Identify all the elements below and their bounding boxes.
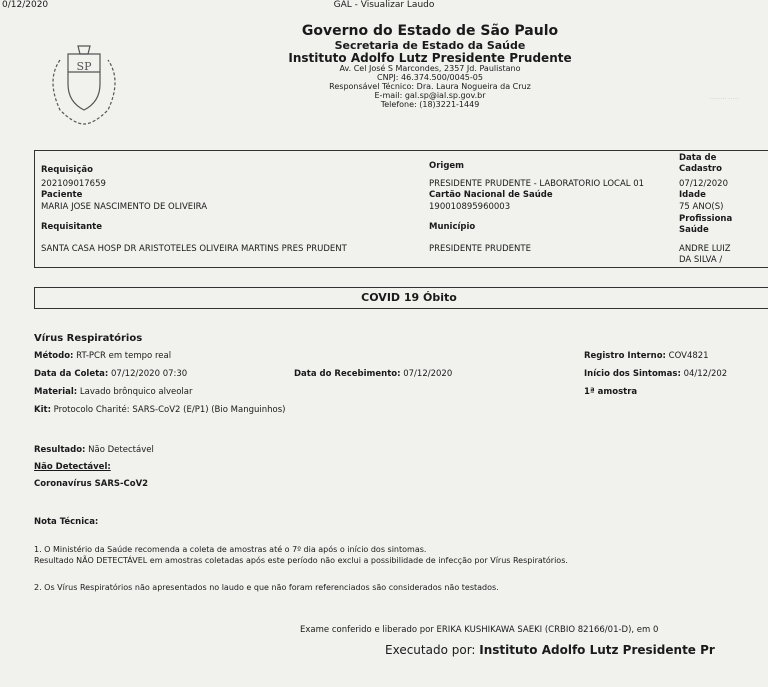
institution-header bbox=[230, 24, 630, 110]
resultado-value: Não Detectável bbox=[88, 445, 154, 455]
resultado-row bbox=[34, 445, 154, 455]
registro-row bbox=[584, 351, 709, 361]
profissional-value-1: ANDRE LUIZ bbox=[679, 244, 731, 254]
kit-row bbox=[34, 405, 285, 415]
metodo-row bbox=[34, 351, 171, 361]
material-label: Material: bbox=[34, 387, 78, 397]
sintomas-label: Início dos Sintomas: bbox=[584, 369, 681, 379]
virus-name: Coronavírus SARS-CoV2 bbox=[34, 479, 149, 489]
print-title: GAL - Visualizar Laudo bbox=[333, 0, 435, 10]
resultado-label: Resultado: bbox=[34, 445, 86, 455]
conferido-line: Exame conferido e liberado por ERIKA KUSHIKAWA SAEKI (CRBIO 82166/01-D), em 0 bbox=[300, 625, 659, 635]
patient-info-box bbox=[34, 150, 768, 268]
municipio-label: Município bbox=[429, 222, 476, 232]
sp-coat-of-arms-seal bbox=[38, 40, 130, 128]
metodo-value: RT-PCR em tempo real bbox=[76, 351, 172, 361]
cns-label: Cartão Nacional de Saúde bbox=[429, 190, 553, 200]
profissional-label-1: Profissiona bbox=[679, 214, 733, 224]
idade-value: 75 ANO(S) bbox=[679, 202, 724, 212]
material-row bbox=[34, 387, 192, 397]
profissional-label-2: Saúde bbox=[679, 225, 709, 235]
cadastro-value: 07/12/2020 bbox=[679, 179, 728, 189]
requisitante-label: Requisitante bbox=[41, 222, 103, 232]
origem-value: PRESIDENTE PRUDENTE - LABORATORIO LOCAL 01 bbox=[429, 179, 645, 189]
nota-1a: 1. O Ministério da Saúde recomenda a coleta de amostras até o 7º dia após o início dos sintomas. bbox=[34, 545, 427, 554]
cns-value: 190010895960003 bbox=[429, 202, 511, 212]
cnpj: CNPJ: 46.374.500/0045-05 bbox=[377, 73, 483, 83]
paciente-label: Paciente bbox=[41, 190, 83, 200]
exam-section-title: COVID 19 Óbito bbox=[34, 287, 768, 309]
address: Av. Cel José S Marcondes, 2357 Jd. Paulistano bbox=[339, 64, 521, 74]
material-value: Lavado brônquico alveolar bbox=[79, 387, 193, 397]
coleta-row bbox=[34, 369, 187, 379]
amostra: 1ª amostra bbox=[584, 387, 638, 397]
exam-title: Vírus Respiratórios bbox=[34, 333, 143, 344]
executado-line bbox=[385, 643, 715, 657]
coleta-value: 07/12/2020 07:30 bbox=[111, 369, 188, 379]
municipio-value: PRESIDENTE PRUDENTE bbox=[429, 244, 531, 254]
profissional-value-2: DA SILVA / bbox=[679, 255, 723, 265]
nao-detectavel-label: Não Detectável: bbox=[34, 462, 111, 472]
paciente-value: MARIA JOSE NASCIMENTO DE OLIVEIRA bbox=[41, 202, 208, 212]
phone: Telefone: (18)3221-1449 bbox=[380, 100, 480, 110]
print-header bbox=[0, 0, 768, 14]
nota-1b: Resultado NÃO DETECTÁVEL em amostras coletadas após este período não exclui a possibilidade de infecção por Vírus Respiratórios. bbox=[34, 556, 568, 565]
nota-2: 2. Os Vírus Respiratórios não apresentados no laudo e que não foram referenciados são considerados não testados. bbox=[34, 583, 499, 592]
secretaria-title: Secretaria de Estado da Saúde bbox=[334, 38, 526, 52]
coleta-label: Data da Coleta: bbox=[34, 369, 109, 379]
cadastro-label-2: Cadastro bbox=[679, 164, 722, 174]
sintomas-row bbox=[584, 369, 727, 379]
seal-letters: SP bbox=[76, 60, 92, 73]
kit-label: Kit: bbox=[34, 405, 51, 415]
metodo-label: Método: bbox=[34, 351, 74, 361]
gov-title: Governo do Estado de São Paulo bbox=[301, 23, 559, 39]
recebimento-label: Data do Recebimento: bbox=[294, 369, 401, 379]
registro-label: Registro Interno: bbox=[584, 351, 666, 361]
technical-manager: Responsável Técnico: Dra. Laura Nogueira da Cruz bbox=[329, 82, 531, 92]
recebimento-value: 07/12/2020 bbox=[403, 369, 453, 379]
requisitante-value: SANTA CASA HOSP DR ARISTOTELES OLIVEIRA MARTINS PRES PRUDENT bbox=[41, 244, 347, 254]
requisicao-label: Requisição bbox=[41, 165, 93, 175]
origem-label: Origem bbox=[429, 161, 465, 171]
requisicao-value: 202109017659 bbox=[41, 179, 106, 189]
faded-side-mark: ········ ····· bbox=[710, 96, 740, 102]
executado-value: Instituto Adolfo Lutz Presidente Pr bbox=[479, 643, 715, 657]
institute-title: Instituto Adolfo Lutz Presidente Prudente bbox=[288, 50, 572, 65]
cadastro-label-1: Data de bbox=[679, 153, 717, 163]
recebimento-row bbox=[294, 369, 452, 379]
idade-label: Idade bbox=[679, 190, 706, 200]
registro-value: COV4821 bbox=[668, 351, 709, 361]
print-date: 0/12/2020 bbox=[2, 0, 49, 10]
email: E-mail: gal.sp@ial.sp.gov.br bbox=[374, 91, 486, 101]
nota-tecnica-title: Nota Técnica: bbox=[34, 517, 99, 527]
kit-value: Protocolo Charité: SARS-CoV2 (E/P1) (Bio Manguinhos) bbox=[53, 405, 286, 415]
sintomas-value: 04/12/202 bbox=[683, 369, 728, 379]
executado-label: Executado por: bbox=[385, 643, 480, 657]
